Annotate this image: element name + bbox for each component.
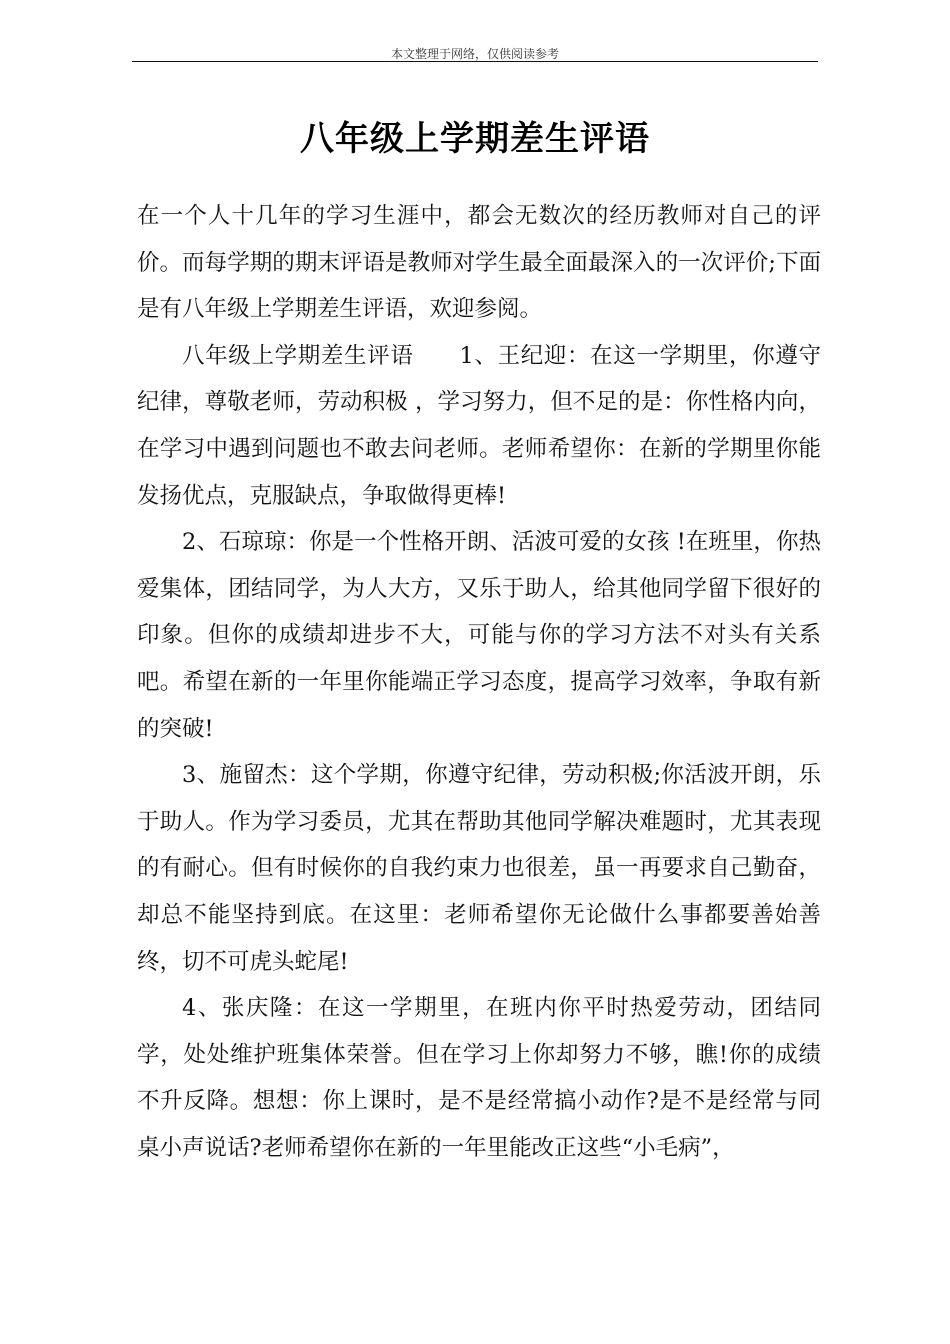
document-body [137, 193, 821, 1171]
comment-paragraph-4: 4、张庆隆：在这一学期里，在班内你平时热爱劳动，团结同学，处处维护班集体荣誉。但在学习上你却努力不够，瞧!你的成绩不升反降。想想：你上课时，是不是经常搞小动作?是不是经常与同桌小声说话?老师希望你在新的一年里能改正这些“小毛病”， [137, 995, 821, 1161]
header-note: 本文整理于网络，仅供阅读参考 [390, 47, 559, 61]
section-heading: 八年级上学期差生评语 [182, 342, 414, 369]
comment-paragraph-1 [137, 333, 821, 519]
document-title: 八年级上学期差生评语 [300, 119, 650, 159]
intro-paragraph: 在一个人十几年的学习生涯中，都会无数次的经历教师对自己的评价。而每学期的期末评语是教师对学生最全面最深入的一次评价;下面是有八年级上学期差生评语，欢迎参阅。 [137, 203, 821, 323]
comment-1-text: 1、王纪迎：在这一学期里，你遵守纪律，尊敬老师，劳动积极 ，学习努力，但不足的是：你性格内向，在学习中遇到问题也不敢去问老师。老师希望你：在新的学期里你能发扬优点，克服缺点，争取做得更棒! [137, 342, 821, 509]
comment-paragraph-3: 3、施留杰：这个学期，你遵守纪律，劳动积极;你活波开朗，乐于助人。作为学习委员，尤其在帮助其他同学解决难题时，尤其表现的有耐心。但有时候你的自我约束力也很差，虽一再要求自己勤奋，却总不能坚持到底。在这里：老师希望你无论做什么事都要善始善终，切不可虎头蛇尾! [137, 762, 821, 975]
header-divider [132, 61, 818, 62]
comment-paragraph-2: 2、石琼琼：你是一个性格开朗、活波可爱的女孩 !在班里，你热爱集体，团结同学，为人大方，又乐于助人，给其他同学留下很好的印象。但你的成绩却进步不大，可能与你的学习方法不对头有关系吧。希望在新的一年里你能端正学习态度，提高学习效率，争取有新的突破! [137, 529, 821, 742]
